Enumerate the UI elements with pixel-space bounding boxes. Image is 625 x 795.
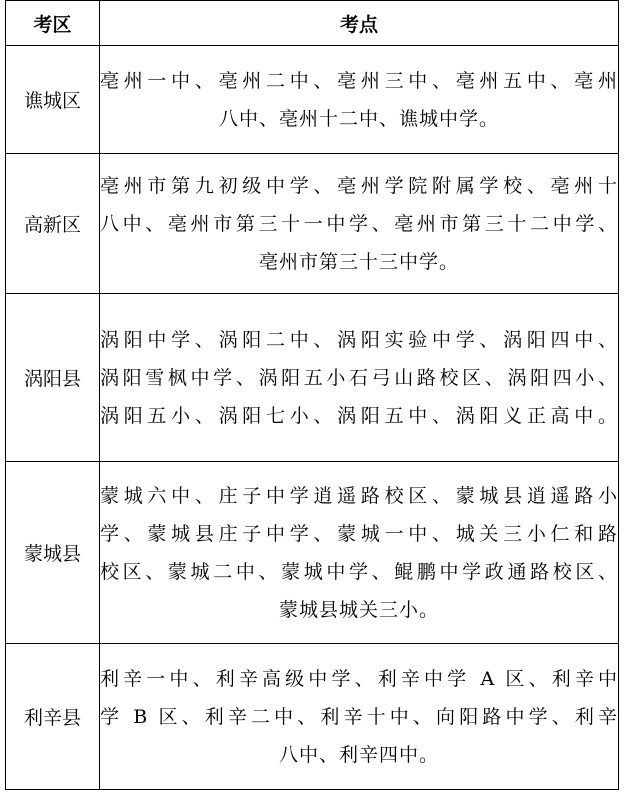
district-cell: 利辛县	[6, 644, 100, 790]
header-row	[6, 1, 619, 46]
sites-line: 学 B 区、利辛二中、利辛十中、向阳路中学、利辛	[100, 705, 618, 728]
district-cell: 高新区	[6, 154, 100, 294]
sites-cell	[100, 644, 619, 790]
sites-line: 亳州市第九初级中学、亳州学院附属学校、亳州十	[100, 174, 618, 197]
sites-cell	[100, 294, 619, 462]
exam-sites-table	[5, 0, 619, 790]
sites-cell	[100, 154, 619, 294]
table-row	[6, 294, 619, 462]
sites-line: 八中、亳州十二中、谯城中学。	[218, 107, 499, 130]
sites-line: 校区、蒙城二中、蒙城中学、鲲鹏中学政通路校区、	[100, 560, 618, 583]
sites-line: 八中、亳州市第三十一中学、亳州市第三十二中学、	[100, 212, 618, 235]
table-row	[6, 154, 619, 294]
header-sites: 考点	[100, 1, 619, 46]
table-row	[6, 644, 619, 790]
sites-line: 学、蒙城县庄子中学、蒙城一中、城关三小仁和路	[100, 522, 618, 545]
header-district: 考区	[6, 1, 100, 46]
sites-line: 利辛一中、利辛高级中学、利辛中学 A 区、利辛中	[100, 667, 618, 690]
table-row	[6, 462, 619, 644]
sites-line: 八中、利辛四中。	[278, 743, 439, 766]
district-cell: 涡阳县	[6, 294, 100, 462]
sites-line: 亳州一中、亳州二中、亳州三中、亳州五中、亳州	[100, 69, 618, 92]
table-row	[6, 46, 619, 154]
sites-line: 蒙城县城关三小。	[278, 598, 439, 621]
sites-line: 涡阳雪枫中学、涡阳五小石弓山路校区、涡阳四小、	[100, 366, 618, 389]
district-cell: 谯城区	[6, 46, 100, 154]
district-cell: 蒙城县	[6, 462, 100, 644]
sites-line: 蒙城六中、庄子中学逍遥路校区、蒙城县逍遥路小	[100, 484, 618, 507]
sites-line: 涡阳中学、涡阳二中、涡阳实验中学、涡阳四中、	[100, 328, 618, 351]
sites-line: 涡阳五小、涡阳七小、涡阳五中、涡阳义正高中。	[100, 404, 618, 427]
sites-cell	[100, 462, 619, 644]
sites-cell	[100, 46, 619, 154]
sites-line: 亳州市第三十三中学。	[258, 250, 459, 273]
